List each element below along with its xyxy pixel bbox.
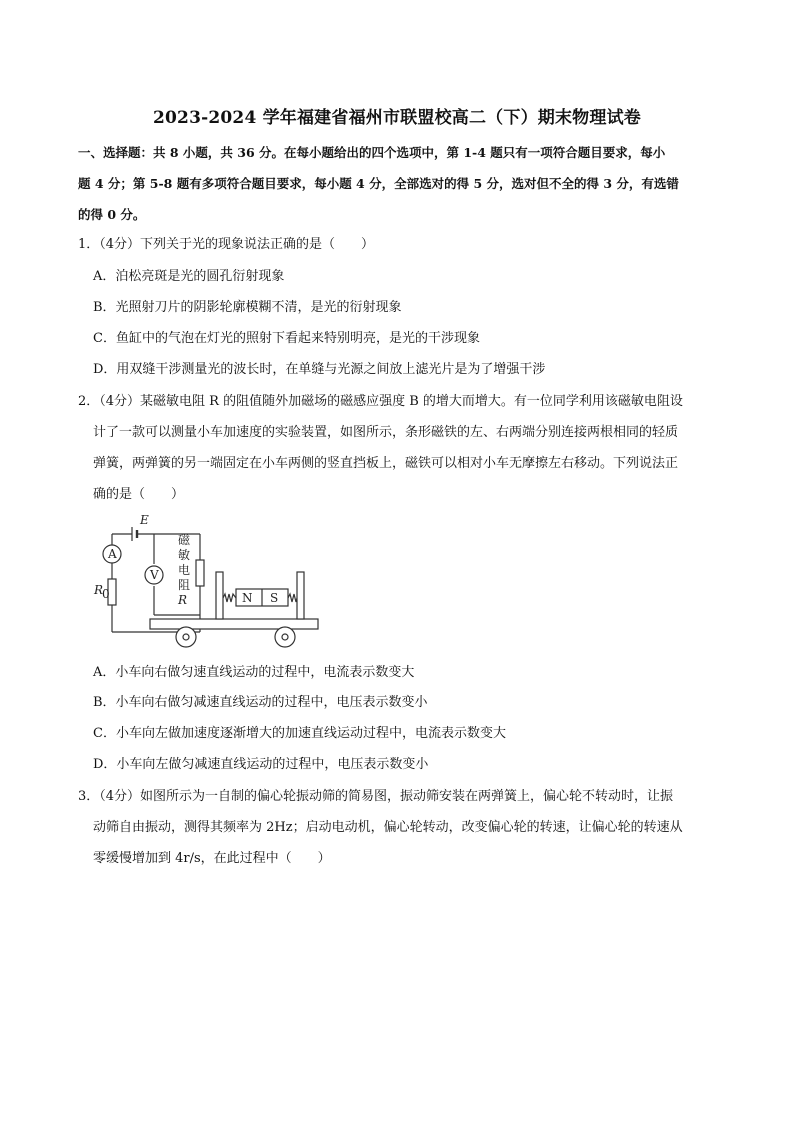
left-spring: [223, 594, 236, 602]
question-2-option-b: B．小车向右做匀减速直线运动的过程中，电压表示数变小: [93, 695, 428, 710]
question-3-line: 3．（4分）如图所示为一自制的偏心轮振动筛的简易图，振动筛安装在两弹簧上，偏心轮不转动时，让振: [78, 789, 674, 804]
label-r0: R: [94, 583, 104, 597]
question-1-option-a: A．泊松亮斑是光的圆孔衍射现象: [93, 269, 285, 284]
question-3-stem: [78, 781, 720, 874]
label-sensor-char: 磁: [178, 533, 191, 547]
label-ammeter: A: [108, 547, 117, 561]
question-1-option-c: C．鱼缸中的气泡在灯光的照射下看起来特别明亮，是光的干涉现象: [93, 331, 480, 346]
question-1-stem: 1．（4分）下列关于光的现象说法正确的是（ ）: [78, 237, 375, 252]
question-2-line: 弹簧，两弹簧的另一端固定在小车两侧的竖直挡板上，磁铁可以相对小车无摩擦左右移动。下列说法正: [93, 456, 679, 471]
question-2-option-c: C．小车向左做加速度逐渐增大的加速直线运动过程中，电流表示数变大: [93, 726, 506, 741]
label-sensor-char: 阻: [178, 578, 191, 592]
question-2-option-d: D．小车向左做匀减速直线运动的过程中，电压表示数变小: [93, 757, 429, 772]
label-sensor-char: 电: [178, 563, 191, 577]
question-2-option-a: A．小车向右做匀速直线运动的过程中，电流表示数变大: [93, 665, 415, 680]
label-north: N: [242, 591, 253, 605]
circuit-diagram: [92, 512, 322, 652]
question-3-line: 零缓慢增加到 4r/s，在此过程中（ ）: [93, 851, 331, 866]
question-2-line: 确的是（ ）: [93, 487, 185, 502]
question-1-option-d: D．用双缝干涉测量光的波长时，在单缝与光源之间放上滤光片是为了增强干涉: [93, 362, 546, 377]
cart-left-wall: [216, 572, 223, 619]
label-e: E: [140, 513, 149, 527]
right-wheel-hub: [282, 634, 288, 640]
cart-right-wall: [297, 572, 304, 619]
label-south: S: [270, 591, 279, 605]
question-1-option-b: B．光照射刀片的阴影轮廓模糊不清，是光的衍射现象: [93, 300, 402, 315]
left-wheel-hub: [183, 634, 189, 640]
section-line: 题 4 分；第 5-8 题有多项符合题目要求，每小题 4 分，全部选对的得 5 分，选对但不全的得 3 分，有选错: [78, 176, 679, 191]
section-line: 的得 0 分。: [78, 207, 146, 222]
page-title: 2023-2024 学年福建省福州市联盟校高二（下）期末物理试卷: [152, 108, 641, 128]
question-2-stem: [78, 386, 720, 510]
magnetoresistor: [196, 560, 204, 586]
cart-platform: [150, 619, 318, 629]
section-line: 一、选择题：共 8 小题，共 36 分。在每小题给出的四个选项中，第 1-4 题只有一项符合题目要求，每小: [78, 145, 666, 160]
label-voltmeter: V: [150, 568, 159, 582]
section-instructions: [78, 137, 720, 230]
label-r0-subscript: 0: [102, 587, 110, 601]
right-spring: [288, 594, 297, 602]
label-sensor-char: 敏: [178, 548, 191, 562]
label-r: R: [178, 593, 188, 607]
question-2-line: 2．（4分）某磁敏电阻 R 的阻值随外加磁场的磁感应强度 B 的增大而增大。有一位同学利用该磁敏电阻设: [78, 394, 683, 409]
circuit-cart-figure: [92, 512, 322, 652]
question-3-line: 动筛自由振动，测得其频率为 2Hz；启动电动机，偏心轮转动，改变偏心轮的转速，让偏心轮的转速从: [93, 820, 683, 835]
question-2-line: 计了一款可以测量小车加速度的实验装置，如图所示，条形磁铁的左、右两端分别连接两根相同的轻质: [93, 425, 679, 440]
